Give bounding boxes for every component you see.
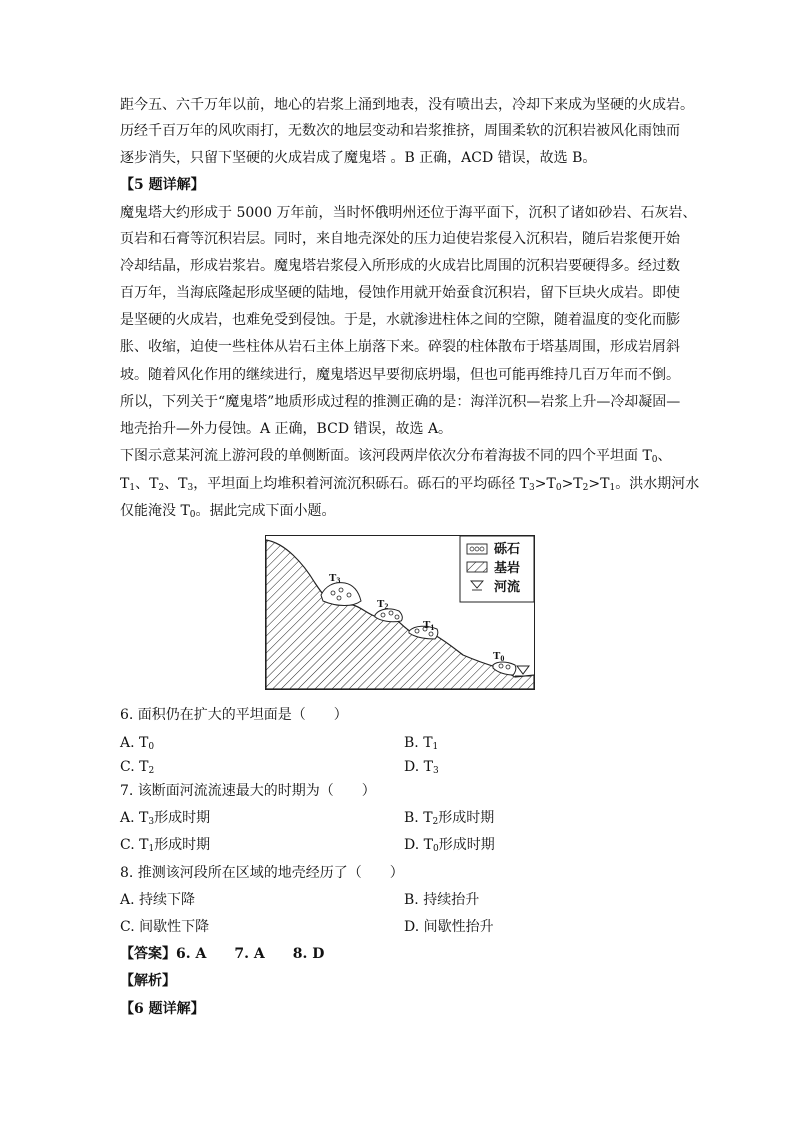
- passage-line: 逐步消失，只留下坚硬的火成岩成了魔鬼塔 。B 正确，ACD 错误，故选 B。: [120, 150, 597, 166]
- q5-detail-line: 冷却结晶，形成岩浆岩。魔鬼塔岩浆侵入所形成的火成岩比周围的沉积岩要硬得多。经过数: [120, 258, 680, 274]
- q5-detail-line: 所以，下列关于“魔鬼塔”地质形成过程的推测正确的是：海洋沉积—岩浆上升—冷却凝固—: [120, 394, 681, 410]
- answer-line: 【答案】6. A 7. A 8. D: [120, 946, 325, 962]
- legend-gravel: 砾石: [494, 542, 521, 557]
- q7-option-a: A. $T_3$形成时期: [120, 810, 211, 827]
- label-t2: T2: [377, 598, 389, 611]
- river-terrace-diagram: [265, 535, 535, 690]
- q5-detail-line: 坡。随着风化作用的继续进行，魔鬼塔迟早要彻底坍塌，但也可能再维持几百万年而不倒。: [120, 367, 680, 383]
- q7-stem: 7. 该断面河流流速最大的时期为（ ）: [120, 783, 376, 799]
- q6-option-d: D. $T_3$: [404, 759, 439, 776]
- intro-line-2: $T_1$、$T_2$、$T_3$，平坦面上均堆积着河流沉积砾石。砾石的平均砾径 $T_3>T_0>T_2>T_1$。洪水期河水: [120, 476, 700, 493]
- q8-option-d: D. 间歇性抬升: [404, 919, 494, 935]
- q5-detail-line: 魔鬼塔大约形成于 5000 万年前，当时怀俄明州还位于海平面下，沉积了诸如砂岩、石灰岩、: [120, 205, 697, 221]
- q6-option-a: A. $T_0$: [120, 735, 155, 752]
- q6-stem: 6. 面积仍在扩大的平坦面是（ ）: [120, 707, 348, 723]
- q8-stem: 8. 推测该河段所在区域的地壳经历了（ ）: [120, 865, 404, 881]
- label-t1: T1: [423, 619, 435, 632]
- q7-option-c: C. $T_1$形成时期: [120, 837, 211, 854]
- q5-detail-line: 百万年，当海底隆起形成坚硬的陆地，侵蚀作用就开始蚕食沉积岩，留下巨块火成岩。即使: [120, 285, 680, 301]
- passage-line: 历经千百万年的风吹雨打，无数次的地层变动和岩浆推挤，周围柔软的沉积岩被风化雨蚀而: [120, 123, 680, 139]
- intro-line-1: 下图示意某河流上游河段的单侧断面。该河段两岸依次分布着海拔不同的四个平坦面 $T_0$、: [120, 448, 672, 465]
- q5-detail-line: 是坚硬的火成岩，也难免受到侵蚀。于是，水就渗进柱体之间的空隙，随着温度的变化而膨: [120, 312, 680, 328]
- legend-bedrock: 基岩: [494, 561, 521, 576]
- passage-line: 距今五、六千万年以前，地心的岩浆上涌到地表，没有喷出去，冷却下来成为坚硬的火成岩。: [120, 97, 694, 113]
- q8-option-b: B. 持续抬升: [404, 892, 480, 908]
- q6-option-c: C. $T_2$: [120, 759, 155, 776]
- q5-detail-line: 地壳抬升—外力侵蚀。A 正确，BCD 错误，故选 A。: [120, 421, 453, 437]
- q8-option-a: A. 持续下降: [120, 892, 196, 908]
- analysis-heading: 【解析】: [120, 973, 176, 989]
- q5-detail-line: 页岩和石膏等沉积岩层。同时，来自地壳深处的压力迫使岩浆侵入沉积岩，随后岩浆便开始: [120, 231, 680, 247]
- q8-option-c: C. 间歇性下降: [120, 919, 210, 935]
- legend-river: 河流: [494, 580, 521, 595]
- q7-option-b: B. $T_2$形成时期: [404, 810, 495, 827]
- label-t0: T0: [493, 650, 505, 663]
- label-t3: T3: [329, 572, 341, 585]
- q6-detail-heading: 【6 题详解】: [120, 1001, 205, 1017]
- q6-option-b: B. $T_1$: [404, 735, 439, 752]
- intro-line-3: 仅能淹没 $T_0$。据此完成下面小题。: [120, 503, 336, 520]
- q7-option-d: D. $T_0$形成时期: [404, 837, 495, 854]
- q5-detail-line: 胀、收缩，迫使一些柱体从岩石主体上崩落下来。碎裂的柱体散布于塔基周围，形成岩屑斜: [120, 339, 680, 355]
- q5-detail-heading: 【5 题详解】: [120, 177, 205, 193]
